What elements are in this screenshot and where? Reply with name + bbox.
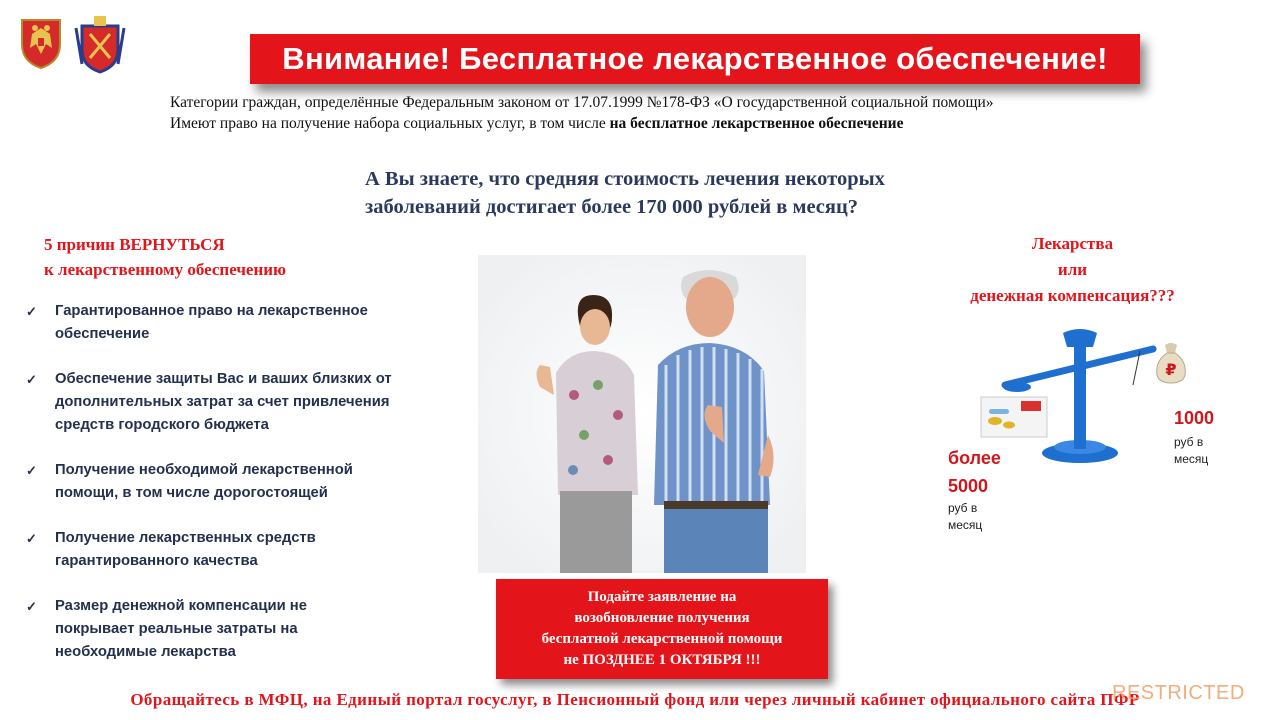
medicine-cost-line-1: более <box>948 448 1001 468</box>
cta-line-2: возобновление получения <box>574 610 750 626</box>
cost-question <box>365 165 1005 221</box>
compensation-label <box>1174 404 1214 432</box>
reason-line: гарантированного качества <box>55 553 258 569</box>
checkmark-icon: ✓ <box>26 463 37 478</box>
reason-line: покрывает реальные затраты на <box>55 621 298 637</box>
reason-line: средств городского бюджета <box>55 417 269 433</box>
reason-line: Размер денежной компенсации не <box>55 598 307 614</box>
cta-line-1: Подайте заявление на <box>587 589 737 605</box>
choice-line-3: денежная компенсация??? <box>970 286 1175 305</box>
intro-line-1: Категории граждан, определённые Федеральным законом от 17.07.1999 №178-ФЗ «О государственной социальной помощи» <box>170 94 994 111</box>
reason-line: Гарантированное право на лекарственное <box>55 303 368 319</box>
reason-line: Получение необходимой лекарственной <box>55 462 353 478</box>
list-item <box>26 368 446 437</box>
balance-scales-icon <box>975 325 1195 475</box>
medicine-cost-line-2: 5000 <box>948 476 989 496</box>
medicine-cost-label <box>948 444 1001 500</box>
intro-line-2-prefix: Имеют право на получение набора социальных услуг, в том числе <box>170 115 610 132</box>
intro-line-2 <box>170 113 994 134</box>
checkmark-icon: ✓ <box>26 372 37 387</box>
checkmark-icon: ✓ <box>26 304 37 319</box>
choice-line-1: Лекарства <box>1031 234 1114 253</box>
choice-question <box>930 231 1215 309</box>
reasons-title <box>44 232 286 282</box>
medicine-cost-unit <box>948 500 982 534</box>
list-item <box>26 300 446 346</box>
intro-line-2-bold: на бесплатное лекарственное обеспечение <box>609 115 904 132</box>
list-item <box>26 595 446 664</box>
compensation-value: 1000 <box>1174 408 1215 428</box>
reason-line: необходимые лекарства <box>55 644 236 660</box>
question-line-2: заболеваний достигает более 170 000 рублей в месяц? <box>365 196 859 218</box>
elderly-couple-photo <box>478 255 806 573</box>
footer-contact-note: Обращайтесь в МФЦ, на Единый портал госуслуг, в Пенсионный фонд или через личный кабинет официального сайта ПФР <box>130 690 1140 709</box>
medicine-cost-unit-line-2: месяц <box>948 518 983 532</box>
choice-line-2: или <box>1057 260 1088 279</box>
question-line-1: А Вы знаете, что средняя стоимость лечения некоторых <box>365 168 885 190</box>
cta-line-4: не ПОЗДНЕЕ 1 ОКТЯБРЯ !!! <box>563 652 761 668</box>
cta-line-3: бесплатной лекарственной помощи <box>541 631 783 647</box>
application-deadline-banner <box>496 579 828 679</box>
checkmark-icon: ✓ <box>26 599 37 614</box>
reason-line: Обеспечение защиты Вас и ваших близких от <box>55 371 392 387</box>
russia-coat-of-arms-icon <box>18 14 64 70</box>
list-item <box>26 527 446 573</box>
compensation-unit-line-1: руб в <box>1174 435 1204 449</box>
compensation-unit <box>1174 434 1208 468</box>
reasons-title-line-1: 5 причин ВЕРНУТЬСЯ <box>44 235 225 254</box>
svg-text:₽: ₽ <box>1165 360 1177 379</box>
reason-line: Получение лекарственных средств <box>55 530 316 546</box>
compensation-unit-line-2: месяц <box>1174 452 1209 466</box>
reason-line: помощи, в том числе дорогостоящей <box>55 485 328 501</box>
money-bag-icon <box>1153 341 1189 385</box>
intro-text <box>170 92 994 134</box>
medicine-cost-unit-line-1: руб в <box>948 501 978 515</box>
checkmark-icon: ✓ <box>26 531 37 546</box>
page-title: Внимание! Бесплатное лекарственное обеспечение! <box>250 34 1140 84</box>
list-item <box>26 459 446 505</box>
saint-petersburg-coat-of-arms-icon <box>72 14 128 76</box>
reasons-list <box>26 300 446 686</box>
reason-line: дополнительных затрат за счет привлечения <box>55 394 390 410</box>
reasons-title-line-2: к лекарственному обеспечению <box>44 260 287 279</box>
restricted-watermark: RESTRICTED <box>1112 682 1245 704</box>
reason-line: обеспечение <box>55 326 150 342</box>
